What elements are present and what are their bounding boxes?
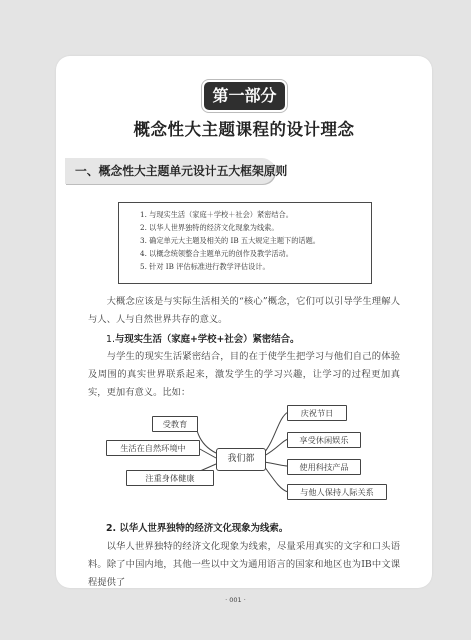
principle-item: 1. 与现实生活（家庭＋学校＋社会）紧密结合。 bbox=[140, 210, 293, 219]
mind-map-node: 受教育 bbox=[152, 416, 198, 432]
intro-paragraph: 大概念应该是与实际生活相关的“核心”概念，它们可以引导学生理解人与人、人与自然世界共存的意义。 bbox=[88, 296, 400, 325]
subheading-1 bbox=[106, 331, 299, 345]
section-title: 一、概念性大主题单元设计五大框架原则 bbox=[75, 164, 288, 178]
page-number: · 001 · bbox=[225, 596, 246, 604]
mind-map-node: 与他人保持人际关系 bbox=[287, 484, 387, 500]
principle-item: 3. 确定单元大主题及相关的 IB 五大规定主题下的话题。 bbox=[140, 236, 320, 245]
principle-item: 2. 以华人世界独特的经济文化现象为线索。 bbox=[140, 223, 279, 232]
mind-map-center: 我们都 bbox=[216, 448, 266, 471]
mind-map bbox=[56, 398, 432, 502]
principle-item: 4. 以概念统领整合主题单元的创作及教学活动。 bbox=[140, 249, 293, 258]
section-heading-band bbox=[65, 158, 288, 184]
subheading-1-number: 1. bbox=[106, 334, 115, 345]
subheading-2: 2. 以华人世界独特的经济文化现象为线索。 bbox=[106, 523, 289, 534]
principle-item: 5. 针对 IB 评估标准进行教学评估设计。 bbox=[140, 262, 270, 271]
subheading-1-text: 与现实生活（家庭+学校+社会）紧密结合。 bbox=[114, 334, 300, 345]
mind-map-node: 注重身体健康 bbox=[126, 470, 214, 486]
mind-map-node: 庆祝节日 bbox=[287, 405, 347, 421]
paragraph-2: 以华人世界独特的经济文化现象为线索，尽量采用真实的文字和口头语料。除了中国内地，其他一些以中文为通用语言的国家和地区也为IB中文课程提供了 bbox=[88, 541, 400, 588]
principles-box bbox=[118, 202, 372, 284]
mind-map-node: 使用科技产品 bbox=[287, 459, 361, 475]
part-badge: 第一部分 bbox=[204, 82, 285, 110]
mind-map-node: 生活在自然环境中 bbox=[106, 440, 200, 456]
mind-map-node: 享受休闲娱乐 bbox=[287, 432, 361, 448]
book-page bbox=[56, 56, 432, 588]
paragraph-1: 与学生的现实生活紧密结合，目的在于使学生把学习与他们自己的体验及周围的真实世界联系起来，激发学生的学习兴趣，让学习的过程更加真实，更加有意义。比如： bbox=[88, 351, 400, 398]
page-title: 概念性大主题课程的设计理念 bbox=[133, 120, 355, 139]
